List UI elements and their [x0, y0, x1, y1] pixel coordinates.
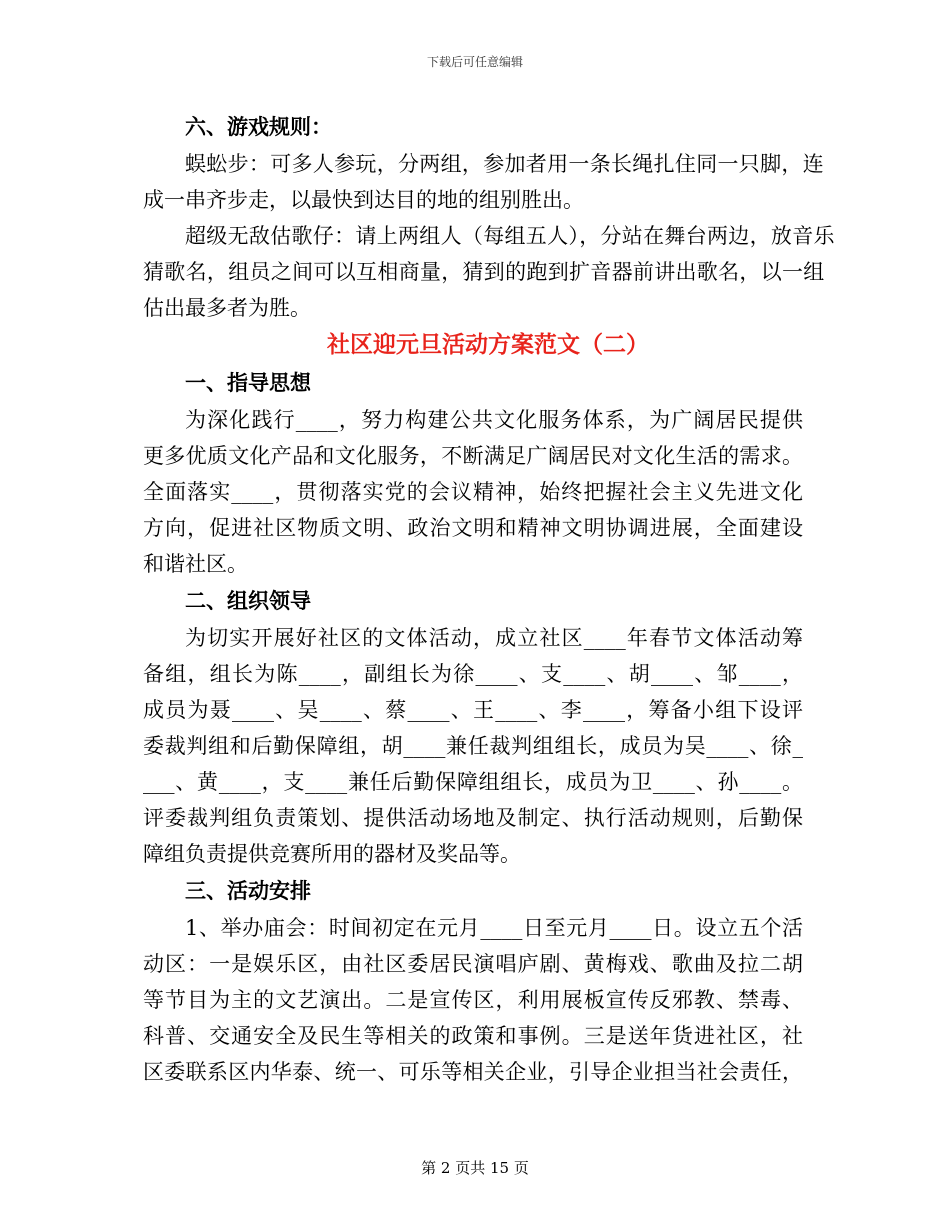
paragraph-line: 1、举办庙会：时间初定在元月____日至元月____日。设立五个活 [185, 916, 803, 940]
paragraph-line: 区委联系区内华泰、统一、可乐等相关企业，引导企业担当社会责任， [143, 1060, 803, 1084]
paragraph-line: 评委裁判组负责策划、提供活动场地及制定、执行活动规则，后勤保 [143, 806, 803, 830]
section-heading-organization: 二、组织领导 [185, 588, 311, 613]
paragraph-line: 和谐社区。 [143, 552, 248, 576]
paragraph-line: 备组，组长为陈____，副组长为徐____、支____、胡____、邹____， [143, 662, 803, 686]
paragraph-line: ___、黄____，支____兼任后勤保障组组长，成员为卫____、孙____。 [143, 770, 803, 794]
paragraph-line: 成员为聂____、吴____、蔡____、王____、李____，筹备小组下设评 [143, 698, 803, 722]
paragraph-line: 蜈蚣步：可多人参玩，分两组，参加者用一条长绳扎住同一只脚，连 [185, 152, 824, 176]
document-title: 社区迎元旦活动方案范文（二） [327, 331, 649, 358]
paragraph-line: 等节目为主的文艺演出。二是宣传区，利用展板宣传反邪教、禁毒、 [143, 988, 803, 1012]
paragraph-line: 障组负责提供竞赛所用的器材及奖品等。 [143, 842, 521, 866]
paragraph-line: 科普、交通安全及民生等相关的政策和事例。三是送年货进社区，社 [143, 1024, 803, 1048]
paragraph-line: 为切实开展好社区的文体活动，成立社区____年春节文体活动筹 [185, 626, 803, 650]
paragraph-line: 方向，促进社区物质文明、政治文明和精神文明协调进展，全面建设 [143, 516, 803, 540]
paragraph-line: 成一串齐步走，以最快到达目的地的组别胜出。 [143, 188, 584, 212]
paragraph-line: 全面落实____，贯彻落实党的会议精神，始终把握社会主义先进文化 [143, 480, 803, 504]
paragraph-line: 委裁判组和后勤保障组，胡____兼任裁判组组长，成员为吴____、徐_ [143, 734, 803, 758]
paragraph-line: 更多优质文化产品和文化服务，不断满足广阔居民对文化生活的需求。 [143, 444, 803, 468]
section-heading-schedule: 三、活动安排 [185, 878, 311, 903]
paragraph-line: 估出最多者为胜。 [143, 296, 311, 320]
section-heading-guiding: 一、指导思想 [185, 370, 311, 395]
page-header: 下载后可任意编辑 [426, 55, 523, 69]
paragraph-line: 超级无敌估歌仔：请上两组人（每组五人），分站在舞台两边，放音乐 [185, 224, 835, 248]
document-body [143, 108, 835, 1090]
paragraph-line: 动区：一是娱乐区，由社区委居民演唱庐剧、黄梅戏、歌曲及拉二胡 [143, 952, 803, 976]
paragraph-line: 猜歌名，组员之间可以互相商量，猜到的跑到扩音器前讲出歌名，以一组 [143, 260, 825, 284]
section-heading-rules: 六、游戏规则： [185, 114, 332, 139]
page-footer: 第 2 页共 15 页 [421, 1159, 529, 1177]
paragraph-line: 为深化践行____，努力构建公共文化服务体系，为广阔居民提供 [185, 408, 803, 432]
